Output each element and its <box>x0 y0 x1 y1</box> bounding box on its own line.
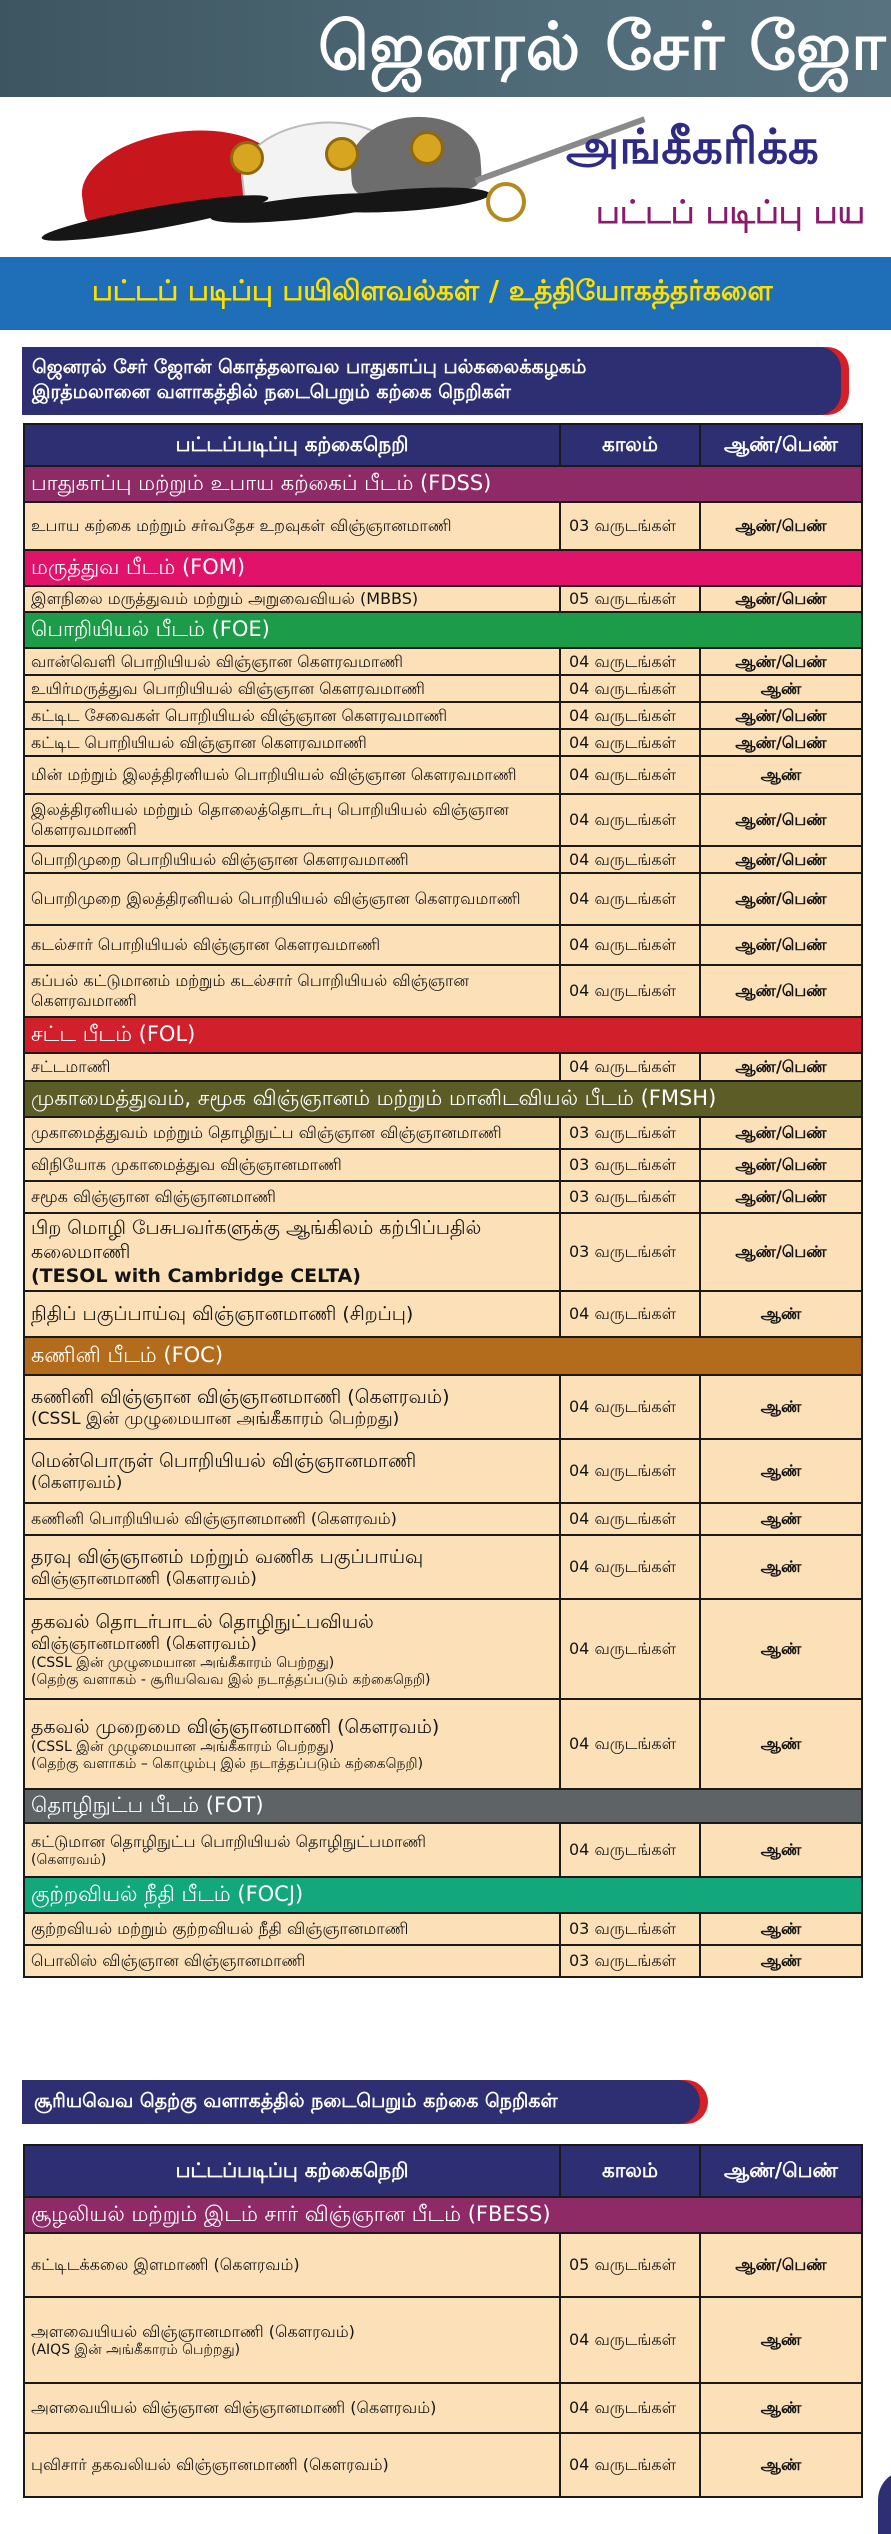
duration-cell: 03 வருடங்கள் <box>560 502 700 550</box>
duration-cell: 04 வருடங்கள் <box>560 2297 700 2383</box>
table-row <box>24 1913 862 1945</box>
course-name-cell <box>24 1149 560 1181</box>
course-name: தரவு விஞ்ஞானம் மற்றும் வணிக பகுப்பாய்வு <box>31 1545 424 1568</box>
gender-cell: ஆண்/பெண் <box>700 2233 862 2297</box>
course-name: அளவையியல் விஞ்ஞான விஞ்ஞானமாணி (கௌரவம்) <box>31 2398 437 2417</box>
gender-cell: ஆண் <box>700 1699 862 1789</box>
table-row <box>24 1291 862 1337</box>
course-note: (AIQS இன் அங்கீகாரம் பெற்றது) <box>31 2341 241 2358</box>
course-name: முகாமைத்துவம் மற்றும் தொழிநுட்ப விஞ்ஞான விஞ்ஞானமாணி <box>31 1123 502 1142</box>
table-row <box>24 873 862 925</box>
course-name: நிதிப் பகுப்பாய்வு விஞ்ஞானமாணி (சிறப்பு) <box>31 1303 414 1325</box>
faculty-name: பொறியியல் பீடம் (FOE) <box>24 612 862 648</box>
table-row <box>24 2433 862 2497</box>
course-name-cell <box>24 1117 560 1149</box>
gender-cell: ஆண் <box>700 675 862 702</box>
course-name: தகவல் தொடர்பாடல் தொழிநுட்பவியல் <box>31 1610 374 1633</box>
table-row <box>24 1823 862 1877</box>
table-row <box>24 1699 862 1789</box>
duration-cell: 04 வருடங்கள் <box>560 1439 700 1503</box>
duration-cell: 04 வருடங்கள் <box>560 648 700 675</box>
decorative-corner <box>878 2470 891 2534</box>
faculty-name: சட்ட பீடம் (FOL) <box>24 1017 862 1053</box>
course-name: மென்பொருள் பொறியியல் விஞ்ஞானமாணி <box>31 1449 417 1472</box>
course-name: உபாய கற்கை மற்றும் சர்வதேச உறவுகள் விஞ்ஞானமாணி <box>31 516 452 535</box>
cap-badge-icon <box>410 131 444 165</box>
table-row <box>24 729 862 756</box>
table-row <box>24 756 862 794</box>
header-title: ஜெனரல் சேர் ஜோ <box>318 8 887 85</box>
cap-badge-icon <box>230 141 264 175</box>
table-row <box>24 1053 862 1081</box>
table-header-row <box>24 424 862 466</box>
section2-heading-text: சூரியவெவ தெற்கு வளாகத்தில் நடைபெறும் கற்கை நெறிகள் <box>34 2090 558 2112</box>
course-name: அளவையியல் விஞ்ஞானமாணி (கௌரவம்) <box>31 2321 355 2341</box>
duration-cell: 03 வருடங்கள் <box>560 1149 700 1181</box>
course-name-cell <box>24 1599 560 1699</box>
faculty-name: மருத்துவ பீடம் (FOM) <box>24 550 862 586</box>
course-name: கட்டிட சேவைகள் பொறியியல் விஞ்ஞான கௌரவமாணி <box>31 705 448 725</box>
table-row <box>24 1439 862 1503</box>
duration-cell: 04 வருடங்கள் <box>560 1823 700 1877</box>
banner-text: பட்டப் படிப்பு பயிலிளவல்கள் / உத்தியோகத்தர்களை <box>92 274 773 307</box>
duration-cell: 04 வருடங்கள் <box>560 1599 700 1699</box>
course-name-line2: விஞ்ஞானமாணி (கௌரவம்) <box>31 1568 257 1589</box>
faculty-row <box>24 1789 862 1823</box>
gender-cell: ஆண்/பெண் <box>700 1149 862 1181</box>
duration-cell: 04 வருடங்கள் <box>560 1699 700 1789</box>
table-row <box>24 1945 862 1977</box>
gender-cell: ஆண் <box>700 1439 862 1503</box>
recruitment-banner <box>0 257 891 330</box>
course-name-cell <box>24 675 560 702</box>
course-name-cell <box>24 2383 560 2433</box>
duration-cell: 04 வருடங்கள் <box>560 965 700 1017</box>
course-name-cell <box>24 1823 560 1877</box>
course-name: சமூக விஞ்ஞான விஞ்ஞானமாணி <box>31 1187 276 1206</box>
course-name-cell <box>24 1503 560 1535</box>
table-row <box>24 675 862 702</box>
course-name: கடல்சார் பொறியியல் விஞ்ஞான கௌரவமாணி <box>31 935 381 954</box>
course-note: (கௌரவம்) <box>31 1851 107 1868</box>
course-name-cell <box>24 729 560 756</box>
duration-cell: 04 வருடங்கள் <box>560 873 700 925</box>
faculty-row <box>24 1877 862 1913</box>
course-name: உயிர்மருத்துவ பொறியியல் விஞ்ஞான கௌரவமாணி <box>31 678 425 698</box>
gender-cell: ஆண்/பெண் <box>700 794 862 846</box>
course-name: குற்றவியல் மற்றும் குற்றவியல் நீதி விஞ்ஞானமாணி <box>31 1919 409 1938</box>
table-row <box>24 2233 862 2297</box>
gender-cell: ஆண் <box>700 1823 862 1877</box>
sooriyawewa-courses-table <box>23 2144 863 2498</box>
column-header-course: பட்டப்படிப்பு கற்கைநெறி <box>24 2145 560 2197</box>
duration-cell: 03 வருடங்கள் <box>560 1913 700 1945</box>
course-note: (தெற்கு வளாகம் - சூரியவெவ இல் நடாத்தப்படும் கற்கைநெறி) <box>31 1671 431 1688</box>
table-row <box>24 502 862 550</box>
column-header-gender: ஆண்/பெண் <box>700 424 862 466</box>
duration-cell: 03 வருடங்கள் <box>560 1213 700 1291</box>
faculty-name: கணினி பீடம் (FOC) <box>24 1337 862 1375</box>
faculty-row <box>24 1081 862 1117</box>
duration-cell: 05 வருடங்கள் <box>560 586 700 612</box>
gender-cell: ஆண் <box>700 1945 862 1977</box>
faculty-name: சூழலியல் மற்றும் இடம் சார் விஞ்ஞான பீடம் (FBESS) <box>24 2197 862 2233</box>
course-note: (தெற்கு வளாகம் – கொழும்பு இல் நடாத்தப்படும் கற்கைநெறி) <box>31 1756 424 1772</box>
duration-cell: 04 வருடங்கள் <box>560 675 700 702</box>
table-row <box>24 925 862 965</box>
course-name-cell <box>24 1053 560 1081</box>
section2-heading <box>22 2080 700 2124</box>
course-name-cell <box>24 1945 560 1977</box>
faculty-name: பாதுகாப்பு மற்றும் உபாய கற்கைப் பீடம் (FDSS) <box>24 466 862 502</box>
gender-cell: ஆண்/பெண் <box>700 1053 862 1081</box>
table-row <box>24 1149 862 1181</box>
course-name-cell <box>24 502 560 550</box>
gender-cell: ஆண்/பெண் <box>700 965 862 1017</box>
column-header-duration: காலம் <box>560 424 700 466</box>
table-row <box>24 2383 862 2433</box>
duration-cell: 04 வருடங்கள் <box>560 1053 700 1081</box>
duration-cell: 04 வருடங்கள் <box>560 2433 700 2497</box>
section1-heading-line2: இரத்மலானை வளாகத்தில் நடைபெறும் கற்கை நெறிகள் <box>32 381 511 403</box>
gender-cell: ஆண்/பெண் <box>700 873 862 925</box>
course-name: பொறிமுறை இலத்திரனியல் பொறியியல் விஞ்ஞான கௌரவமாணி <box>31 889 521 908</box>
course-name: பொறிமுறை பொறியியல் விஞ்ஞான கௌரவமாணி <box>31 849 409 869</box>
gender-cell: ஆண் <box>700 1291 862 1337</box>
course-name-cell <box>24 586 560 612</box>
course-name-cell <box>24 1699 560 1789</box>
course-name-cell <box>24 1439 560 1503</box>
duration-cell: 03 வருடங்கள் <box>560 1181 700 1213</box>
faculty-name: முகாமைத்துவம், சமூக விஞ்ஞானம் மற்றும் மானிடவியல் பீடம் (FMSH) <box>24 1081 862 1117</box>
table-row <box>24 1535 862 1599</box>
faculty-row <box>24 1017 862 1053</box>
gender-cell: ஆண் <box>700 1535 862 1599</box>
gender-cell: ஆண் <box>700 2297 862 2383</box>
gender-cell: ஆண்/பெண் <box>700 502 862 550</box>
course-name-line2: விஞ்ஞானமாணி (கௌரவம்) <box>31 1633 257 1654</box>
gender-cell: ஆண் <box>700 1913 862 1945</box>
course-name: பொலிஸ் விஞ்ஞான விஞ்ஞானமாணி <box>31 1951 306 1970</box>
course-name-line2: (CSSL இன் முழுமையான அங்கீகாரம் பெற்றது) <box>31 1408 400 1429</box>
faculty-row <box>24 1337 862 1375</box>
duration-cell: 04 வருடங்கள் <box>560 729 700 756</box>
gender-cell: ஆண் <box>700 1599 862 1699</box>
table-row <box>24 1375 862 1439</box>
table-row <box>24 2297 862 2383</box>
gender-cell: ஆண்/பெண் <box>700 586 862 612</box>
duration-cell: 04 வருடங்கள் <box>560 756 700 794</box>
course-name-cell <box>24 2233 560 2297</box>
table-row <box>24 846 862 873</box>
hero-subtitle: அங்கீகரிக்க <box>566 119 819 175</box>
course-name: புவிசார் தகவலியல் விஞ்ஞானமாணி (கௌரவம்) <box>31 2455 389 2474</box>
course-name-cell <box>24 1291 560 1337</box>
course-name-cell <box>24 1535 560 1599</box>
course-name-cell <box>24 1213 560 1291</box>
course-name-cell <box>24 756 560 794</box>
course-name-cell <box>24 965 560 1017</box>
duration-cell: 04 வருடங்கள் <box>560 925 700 965</box>
duration-cell: 04 வருடங்கள் <box>560 2383 700 2433</box>
faculty-row <box>24 466 862 502</box>
top-header-bar <box>0 0 891 97</box>
course-name-cell <box>24 846 560 873</box>
gender-cell: ஆண்/பெண் <box>700 1213 862 1291</box>
faculty-name: தொழிநுட்ப பீடம் (FOT) <box>24 1789 862 1823</box>
course-name: கணினி பொறியியல் விஞ்ஞானமாணி (கௌரவம்) <box>31 1509 397 1528</box>
gender-cell: ஆண் <box>700 1375 862 1439</box>
course-name: வான்வெளி பொறியியல் விஞ்ஞான கௌரவமாணி <box>31 651 403 671</box>
section1-heading-line1: ஜெனரல் சேர் ஜோன் கொத்தலாவல பாதுகாப்பு பல்கலைக்கழகம் <box>32 356 587 378</box>
gender-cell: ஆண்/பெண் <box>700 702 862 729</box>
faculty-row <box>24 550 862 586</box>
duration-cell: 03 வருடங்கள் <box>560 1945 700 1977</box>
gender-cell: ஆண்/பெண் <box>700 846 862 873</box>
course-name-cell <box>24 2297 560 2383</box>
cap-badge-icon <box>325 137 359 171</box>
hero-area <box>0 97 891 257</box>
duration-cell: 05 வருடங்கள் <box>560 2233 700 2297</box>
column-header-gender: ஆண்/பெண் <box>700 2145 862 2197</box>
duration-cell: 04 வருடங்கள் <box>560 846 700 873</box>
column-header-duration: காலம் <box>560 2145 700 2197</box>
course-name-cell <box>24 1913 560 1945</box>
course-name-cell <box>24 702 560 729</box>
table-row <box>24 1117 862 1149</box>
table-row <box>24 586 862 612</box>
table-header-row <box>24 2145 862 2197</box>
course-name-cell <box>24 648 560 675</box>
gender-cell: ஆண்/பெண் <box>700 1117 862 1149</box>
faculty-row <box>24 2197 862 2233</box>
course-name: கட்டிடக்கலை இளமாணி (கௌரவம்) <box>31 2255 300 2274</box>
duration-cell: 04 வருடங்கள் <box>560 1375 700 1439</box>
table-row <box>24 1181 862 1213</box>
column-header-course: பட்டப்படிப்பு கற்கைநெறி <box>24 424 560 466</box>
gender-cell: ஆண் <box>700 756 862 794</box>
course-name-cell <box>24 873 560 925</box>
hero-subtitle-2: பட்டப் படிப்பு பய <box>596 193 865 231</box>
course-name-cell <box>24 925 560 965</box>
course-name: கப்பல் கட்டுமானம் மற்றும் கடல்சார் பொறியியல் விஞ்ஞான கௌரவமாணி <box>31 971 469 1010</box>
course-name: கணினி விஞ்ஞான விஞ்ஞானமாணி (கௌரவம்) <box>31 1385 450 1408</box>
duration-cell: 04 வருடங்கள் <box>560 1503 700 1535</box>
gender-cell: ஆண்/பெண் <box>700 648 862 675</box>
course-name: இளநிலை மருத்துவம் மற்றும் அறுவைவியல் (MBBS) <box>31 589 419 608</box>
table-row <box>24 965 862 1017</box>
course-name-cell <box>24 1181 560 1213</box>
table-row <box>24 794 862 846</box>
duration-cell: 04 வருடங்கள் <box>560 794 700 846</box>
ratmalana-courses-table <box>23 423 863 1978</box>
course-name: இலத்திரனியல் மற்றும் தொலைத்தொடர்பு பொறியியல் விஞ்ஞான கௌரவமாணி <box>31 800 509 839</box>
duration-cell: 04 வருடங்கள் <box>560 1535 700 1599</box>
gender-cell: ஆண் <box>700 2383 862 2433</box>
table-row <box>24 702 862 729</box>
gender-cell: ஆண் <box>700 2433 862 2497</box>
faculty-row <box>24 612 862 648</box>
table-row <box>24 1213 862 1291</box>
table-row <box>24 1599 862 1699</box>
course-name-line2: (கௌரவம்) <box>31 1472 123 1493</box>
course-name-cell <box>24 1375 560 1439</box>
sword-hilt-icon <box>486 182 526 222</box>
course-name-emphasis: (TESOL with Cambridge CELTA) <box>31 1265 361 1287</box>
duration-cell: 04 வருடங்கள் <box>560 1291 700 1337</box>
course-name: பிற மொழி பேசுபவர்களுக்கு ஆங்கிலம் கற்பிப்பதில் கலைமாணி <box>31 1217 482 1263</box>
duration-cell: 04 வருடங்கள் <box>560 702 700 729</box>
table-row <box>24 648 862 675</box>
course-name: மின் மற்றும் இலத்திரனியல் பொறியியல் விஞ்ஞான கௌரவமாணி <box>31 765 517 784</box>
course-name: சட்டமாணி <box>31 1057 111 1076</box>
gender-cell: ஆண்/பெண் <box>700 1181 862 1213</box>
gender-cell: ஆண் <box>700 1503 862 1535</box>
course-name: தகவல் முறைமை விஞ்ஞானமாணி (கௌரவம்) <box>31 1716 440 1738</box>
course-name: விநியோக முகாமைத்துவ விஞ்ஞானமாணி <box>31 1155 342 1174</box>
course-name-cell <box>24 2433 560 2497</box>
course-name-cell <box>24 794 560 846</box>
course-note: (CSSL இன் முழுமையான அங்கீகாரம் பெற்றது) <box>31 1739 335 1755</box>
section1-heading <box>22 347 841 415</box>
course-note: (CSSL இன் முழுமையான அங்கீகாரம் பெற்றது) <box>31 1654 335 1671</box>
duration-cell: 03 வருடங்கள் <box>560 1117 700 1149</box>
table-row <box>24 1503 862 1535</box>
gender-cell: ஆண்/பெண் <box>700 925 862 965</box>
gender-cell: ஆண்/பெண் <box>700 729 862 756</box>
faculty-name: குற்றவியல் நீதி பீடம் (FOCJ) <box>24 1877 862 1913</box>
course-name: கட்டுமான தொழிநுட்ப பொறியியல் தொழிநுட்பமாணி <box>31 1831 427 1851</box>
course-name: கட்டிட பொறியியல் விஞ்ஞான கௌரவமாணி <box>31 732 367 752</box>
